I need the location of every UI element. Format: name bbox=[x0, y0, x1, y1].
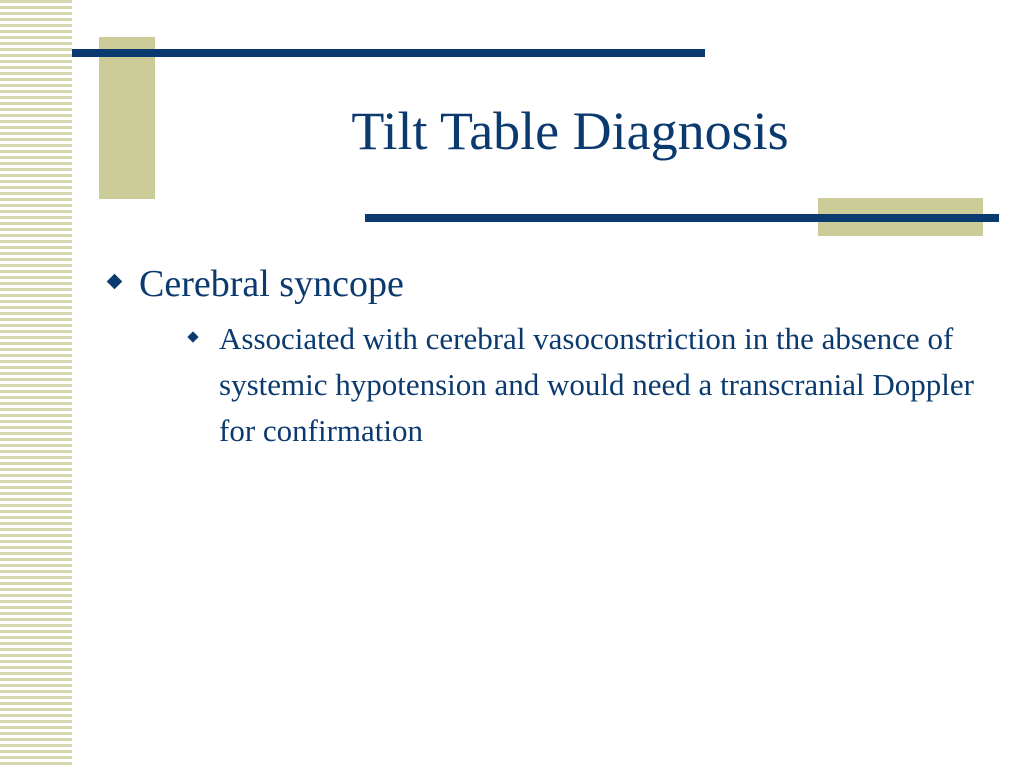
bullet-item bbox=[105, 258, 985, 454]
sub-bullet-text: Associated with cerebral vasoconstriction in the absence of systemic hypotension and would need a transcranial Doppler for confirmation bbox=[219, 321, 974, 448]
top-rule-line bbox=[72, 49, 705, 57]
square-bullet-icon bbox=[187, 331, 198, 342]
sub-bullet-item bbox=[184, 316, 985, 454]
left-stripe-decoration bbox=[0, 0, 72, 768]
slide-title: Tilt Table Diagnosis bbox=[351, 101, 789, 161]
bottom-rule-line bbox=[365, 214, 999, 222]
bullet-text: Cerebral syncope bbox=[139, 263, 404, 305]
diamond-bullet-icon bbox=[107, 274, 123, 290]
bullet-list bbox=[105, 258, 985, 454]
top-accent-block bbox=[99, 37, 155, 199]
